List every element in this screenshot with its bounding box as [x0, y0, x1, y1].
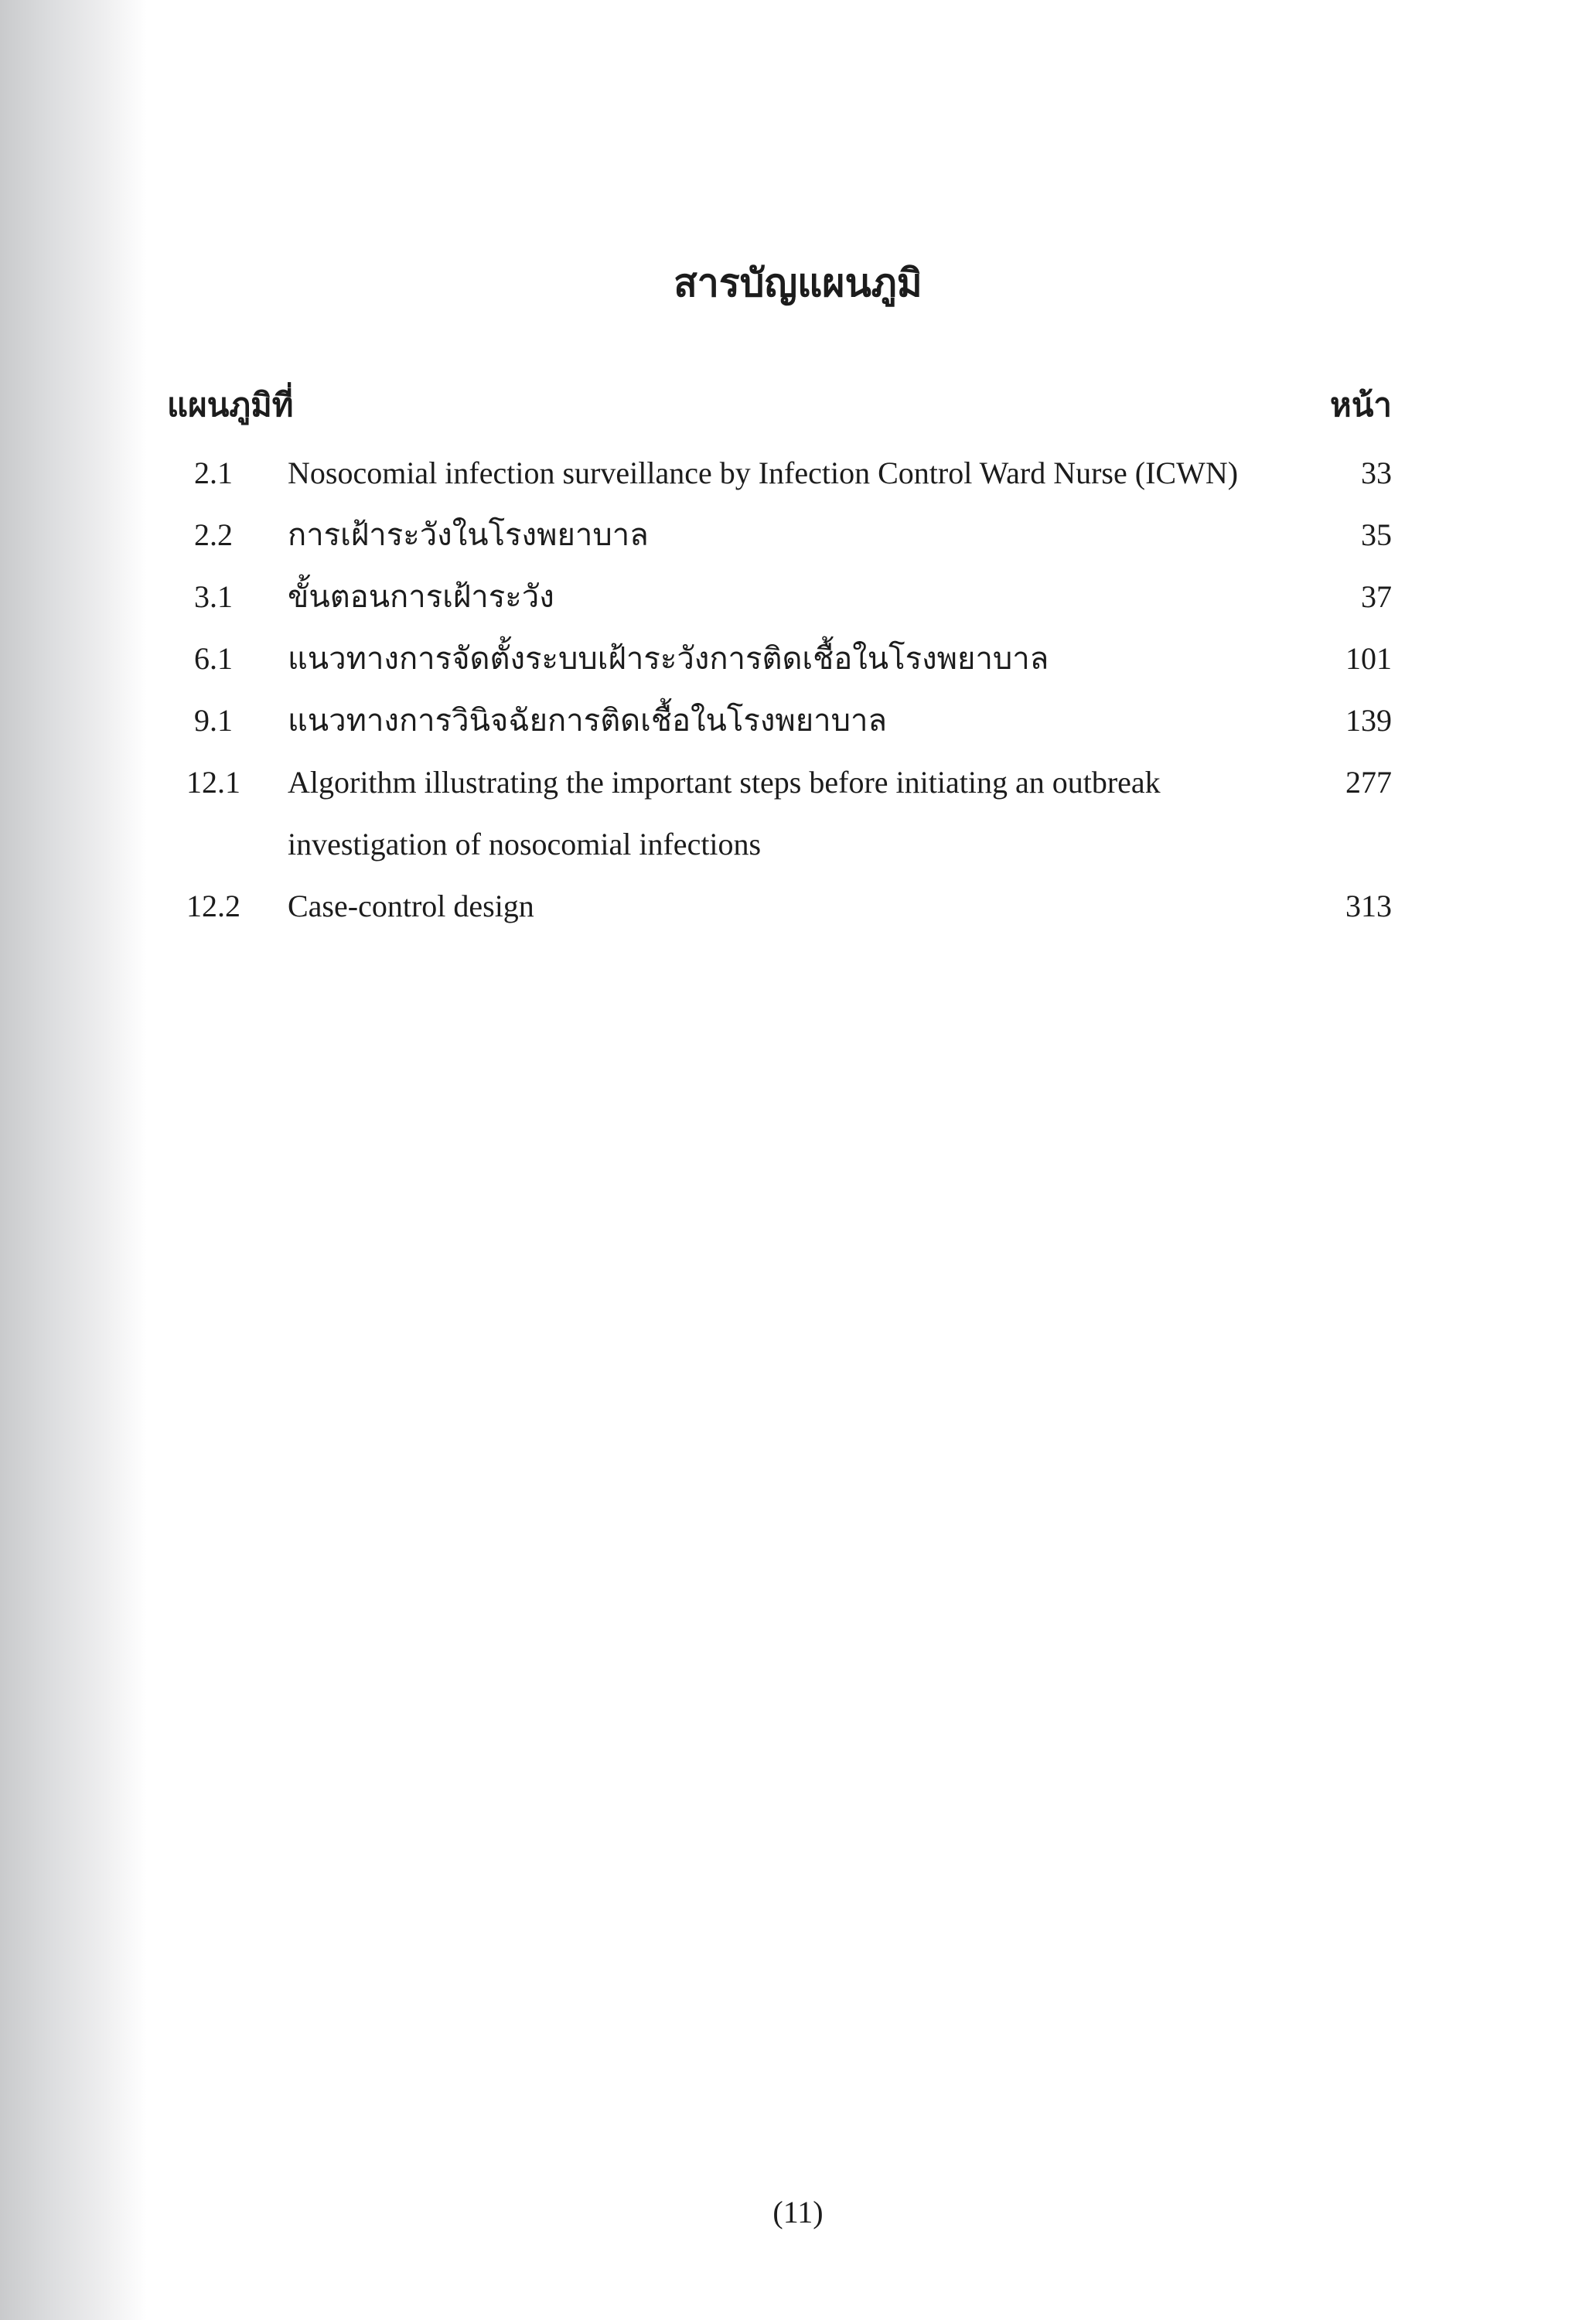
list-item	[0, 504, 1596, 566]
column-header-page: หน้า	[1330, 388, 1392, 424]
chart-page-number: 101	[1345, 641, 1392, 676]
chart-page-number: 37	[1361, 579, 1392, 614]
list-item	[0, 566, 1596, 628]
chart-title: แนวทางการจัดตั้งระบบเฝ้าระวังการติดเชื้อในโรงพยาบาล	[288, 641, 1049, 676]
list-item	[0, 875, 1596, 937]
list-item	[0, 690, 1596, 752]
chart-number: 9.1	[194, 703, 233, 738]
list-item	[0, 752, 1596, 875]
column-header-chart-number: แผนภูมิที่	[167, 388, 294, 424]
list-item	[0, 628, 1596, 690]
chart-title: ขั้นตอนการเฝ้าระวัง	[288, 579, 554, 614]
chart-number: 2.2	[194, 517, 233, 552]
chart-page-number: 139	[1345, 703, 1392, 738]
chart-page-number: 277	[1345, 765, 1392, 800]
chart-page-number: 35	[1361, 517, 1392, 552]
chart-title: การเฝ้าระวังในโรงพยาบาล	[288, 517, 649, 552]
chart-number: 12.2	[186, 889, 240, 923]
chart-title: Nosocomial infection surveillance by Infection Control Ward Nurse (ICWN)	[288, 455, 1239, 490]
page-number-footer: (11)	[772, 2195, 824, 2230]
chart-title: Algorithm illustrating the important steps before initiating an outbreak investigation of nosocomial infections	[288, 765, 1161, 861]
list-item	[0, 442, 1596, 504]
chart-number: 3.1	[194, 579, 233, 614]
chart-number: 12.1	[186, 765, 240, 800]
chart-page-number: 313	[1345, 889, 1392, 923]
chart-page-number: 33	[1361, 455, 1392, 490]
chart-title: Case-control design	[288, 889, 534, 923]
chart-list	[0, 442, 1596, 937]
page-title: สารบัญแผนภูมิ	[674, 261, 922, 305]
chart-number: 6.1	[194, 641, 233, 676]
chart-title: แนวทางการวินิจฉัยการติดเชื้อในโรงพยาบาล	[288, 703, 887, 738]
chart-number: 2.1	[194, 455, 233, 490]
